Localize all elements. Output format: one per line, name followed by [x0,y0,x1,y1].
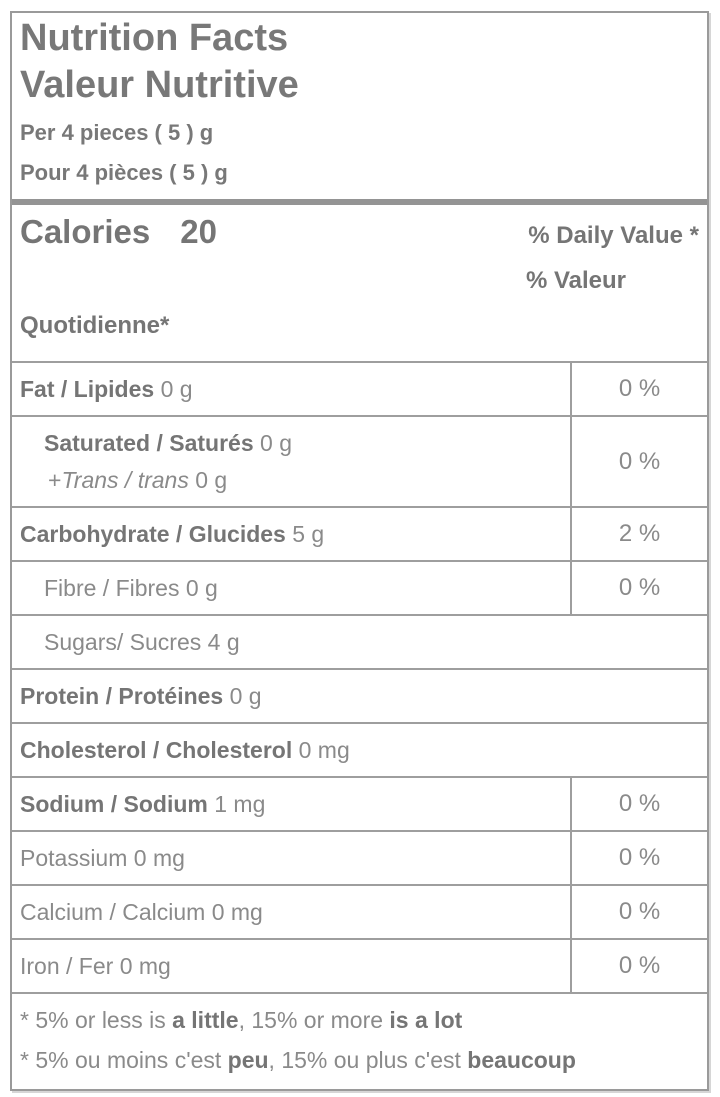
nutrient-row [12,560,707,614]
nutrient-amount: 4 g [201,629,240,655]
nutrient-name-cell [12,940,570,992]
nutrient-amount: 0 g [179,575,218,601]
nutrient-name-cell [12,670,707,722]
label-header [12,13,707,199]
nutrient-name-cell [12,562,570,614]
calories-row [20,211,699,257]
nutrient-row [12,668,707,722]
nutrient-row [12,884,707,938]
title-english: Nutrition Facts [20,17,289,59]
nutrient-name: Protein / Protéines [20,683,224,709]
nutrient-amount: 0 mg [113,953,171,979]
nutrient-amount: 0 g [223,683,262,709]
nutrient-name: Saturated / Saturés [44,430,254,456]
footnote-section [12,992,707,1089]
nutrient-amount: 0 mg [205,899,263,925]
nutrient-name: Fat / Lipides [20,376,155,402]
serving-size-block [20,113,699,193]
calories-section [12,205,707,361]
nutrient-name-cell [12,886,570,938]
nutrient-name-cell [12,363,570,415]
daily-value-cell: 0 % [570,562,707,614]
nutrient-amount: 0 mg [292,737,350,763]
nutrient-amount: 0 mg [127,845,185,871]
nutrient-name: Potassium [20,845,128,871]
nutrient-row [12,614,707,668]
trans-fat-line: +Trans / trans 0 g [48,467,228,493]
nutrient-name: Sugars/ Sucres [44,629,202,655]
serving-size-english: Per 4 pieces ( 5 ) g [20,120,214,145]
daily-value-heading-english: % Daily Value * [528,222,699,249]
daily-value-cell: 0 % [570,778,707,830]
nutrient-amount: 0 g [253,430,293,456]
nutrient-row [12,776,707,830]
daily-value-cell: 0 % [570,886,707,938]
title-french: Valeur Nutritive [20,64,299,106]
nutrient-amount: 0 g [154,376,193,402]
daily-value-cell: 2 % [570,508,707,560]
nutrient-name: Fibre / Fibres [44,575,180,601]
nutrient-table [12,361,707,992]
nutrient-row [12,938,707,992]
calories-value: 20 [180,213,217,250]
nutrition-facts-label [10,11,709,1091]
calories-label: Calories [20,213,151,250]
nutrient-name: Iron / Fer [20,953,114,979]
nutrient-row [12,506,707,560]
nutrient-amount: 1 mg [207,791,266,817]
nutrient-row [12,415,707,506]
nutrient-name-cell [12,417,570,506]
nutrient-row [12,361,707,415]
nutrient-name: Calcium / Calcium [20,899,206,925]
nutrient-name-cell [12,724,707,776]
nutrient-name: Carbohydrate / Glucides [20,521,286,547]
nutrient-amount: 5 g [285,521,325,547]
daily-value-heading-french-line1: % Valeur [525,267,626,294]
daily-value-cell: 0 % [570,940,707,992]
footnote-line: * 5% ou moins c'est peu, 15% ou plus c'est beaucoup [20,1047,576,1073]
footnote-line: * 5% or less is a little, 15% or more is a lot [20,1007,463,1033]
nutrient-row [12,830,707,884]
daily-value-cell: 0 % [570,363,707,415]
serving-size-french: Pour 4 pièces ( 5 ) g [20,160,228,185]
daily-value-heading-french-line2: Quotidienne* [20,312,170,339]
daily-value-cell: 0 % [570,832,707,884]
nutrient-name: Cholesterol / Cholesterol [20,737,293,763]
nutrient-name: Sodium / Sodium [20,791,208,817]
nutrient-name-cell [12,508,570,560]
daily-value-cell: 0 % [570,417,707,506]
nutrient-name-cell [12,616,707,668]
calories-value-group [20,211,217,253]
nutrient-row [12,722,707,776]
nutrient-name-cell [12,832,570,884]
nutrient-name-cell [12,778,570,830]
